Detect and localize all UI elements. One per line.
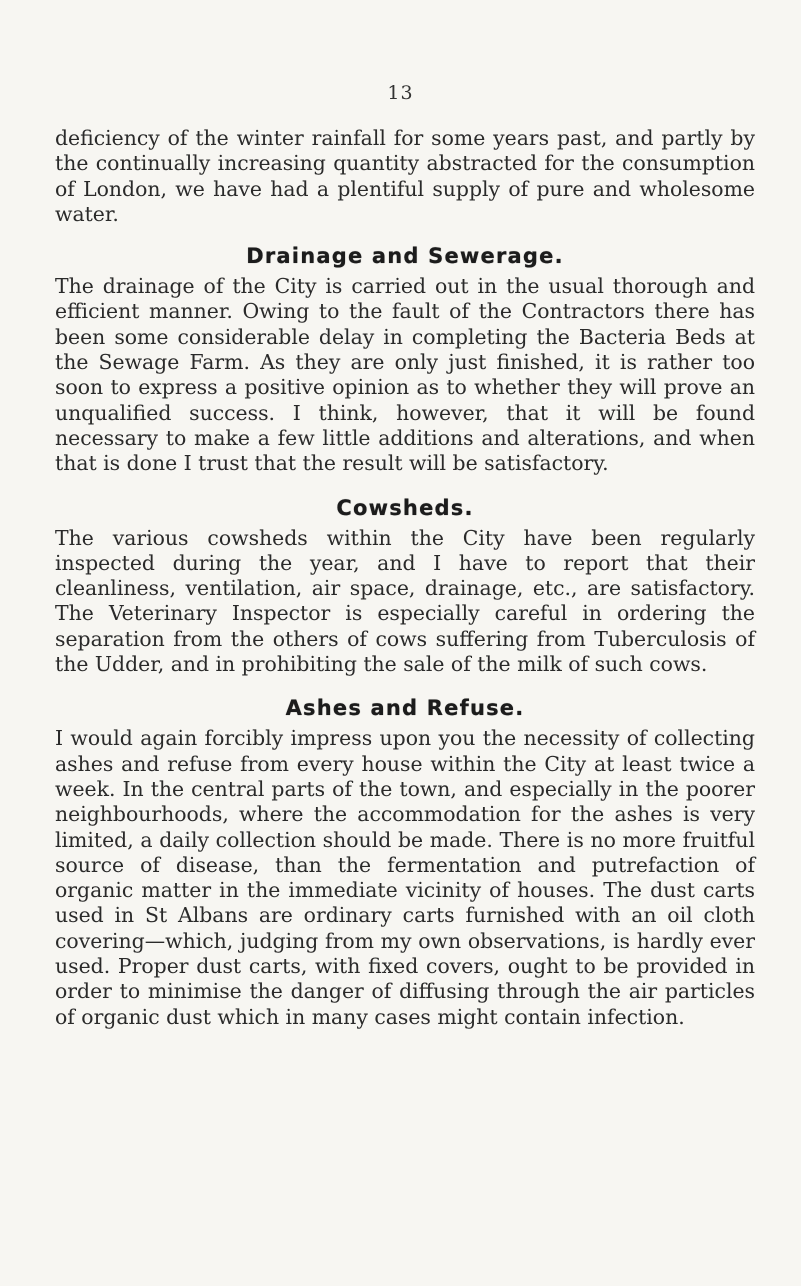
paragraph-water-supply: deficiency of the winter rainfall for some years past, and partly by the continually increasing quantity abstracted for the consumption of London, we have had a plentiful supply of pure and wholesome water.: [55, 126, 755, 226]
page-number: 13: [387, 82, 414, 104]
page-body: [55, 126, 755, 1030]
paragraph-ashes: I would again forcibly impress upon you the necessity of collecting ashes and refuse from every house within the City at least twice a week. In the central parts of the town, and especially in the poorer neighbourhoods, where the accommodation for the ashes is very limited, a daily collection should be made. There is no more fruitful source of disease, than the fermentation and putrefaction of organic matter in the immediate vicinity of houses. The dust carts used in St Albans are ordinary carts furnished with an oil cloth covering—which, judging from my own observations, is hardly ever used. Proper dust carts, with fixed covers, ought to be provided in order to minimise the danger of diffusing through the air particles of organic dust which in many cases might contain infection.: [55, 726, 755, 1029]
heading-ashes-and-refuse: Ashes and Refuse.: [285, 696, 525, 721]
heading-drainage-and-sewerage: Drainage and Sewerage.: [246, 244, 564, 269]
paragraph-drainage: The drainage of the City is carried out in the usual thorough and efficient manner. Owing to the fault of the Contractors there has been some considerable delay in completing the Bacteria Beds at the Sewage Farm. As they are only just finished, it is rather too soon to express a positive opinion as to whether they will prove an unqualified success. I think, however, that it will be found necessary to make a few little additions and alterations, and when that is done I trust that the result will be satisfactory.: [55, 274, 755, 476]
heading-cowsheds: Cowsheds.: [336, 495, 474, 520]
paragraph-cowsheds: The various cowsheds within the City have been regularly inspected during the year, and I have to report that their cleanliness, ventilation, air space, drainage, etc., are satisfactory. The Veterinary Inspector is especially careful in ordering the separation from the others of cows suffering from Tuberculosis of the Udder, and in prohibiting the sale of the milk of such cows.: [55, 525, 755, 677]
